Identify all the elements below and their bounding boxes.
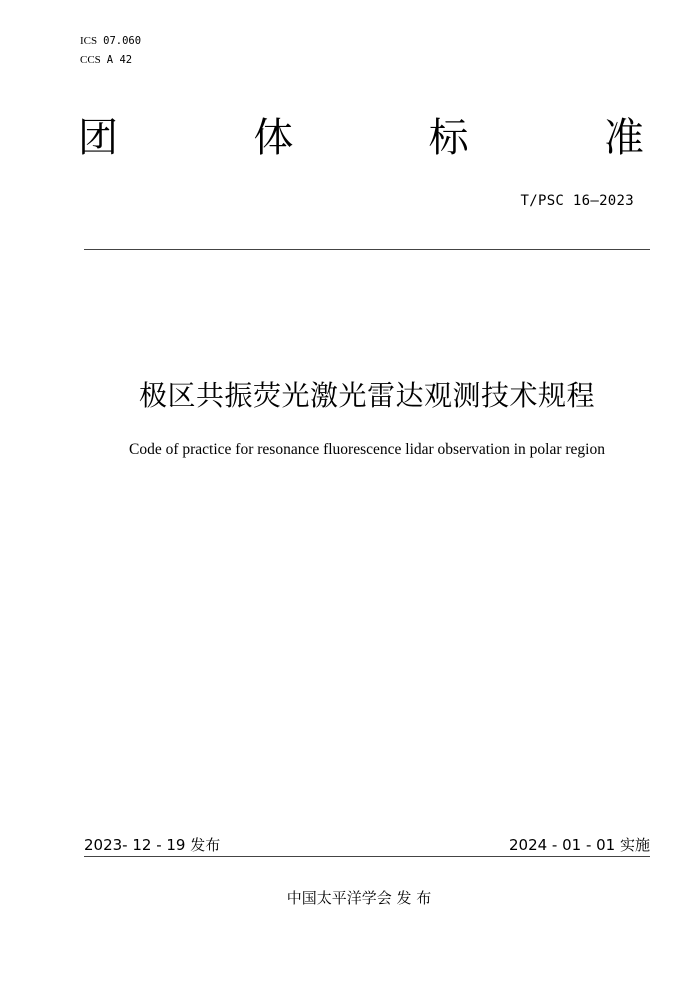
title-chinese: 极区共振荧光激光雷达观测技术规程 [138, 379, 595, 412]
heading-char-4: 准 [603, 115, 644, 161]
ics-code [80, 34, 141, 48]
ccs-label: CCS [80, 54, 101, 66]
issue-date: 2023- 12 - 19 发布 [84, 836, 221, 854]
standard-type-heading [78, 114, 644, 164]
heading-char-2: 体 [253, 115, 294, 161]
ccs-value: A 42 [106, 54, 133, 66]
implementation-date: 2024 - 01 - 01 实施 [508, 836, 650, 854]
standard-number: T/PSC 16—2023 [520, 193, 634, 209]
ics-value: 07.060 [103, 35, 142, 47]
heading-char-1: 团 [78, 115, 118, 161]
bottom-divider [84, 856, 650, 857]
publisher: 中国太平洋学会 发 布 [286, 889, 432, 907]
heading-char-3: 标 [428, 115, 469, 161]
ccs-code [80, 53, 132, 67]
top-divider [84, 249, 650, 250]
title-english: Code of practice for resonance fluorescence lidar observation in polar region [129, 441, 605, 458]
ics-label: ICS [80, 35, 98, 47]
